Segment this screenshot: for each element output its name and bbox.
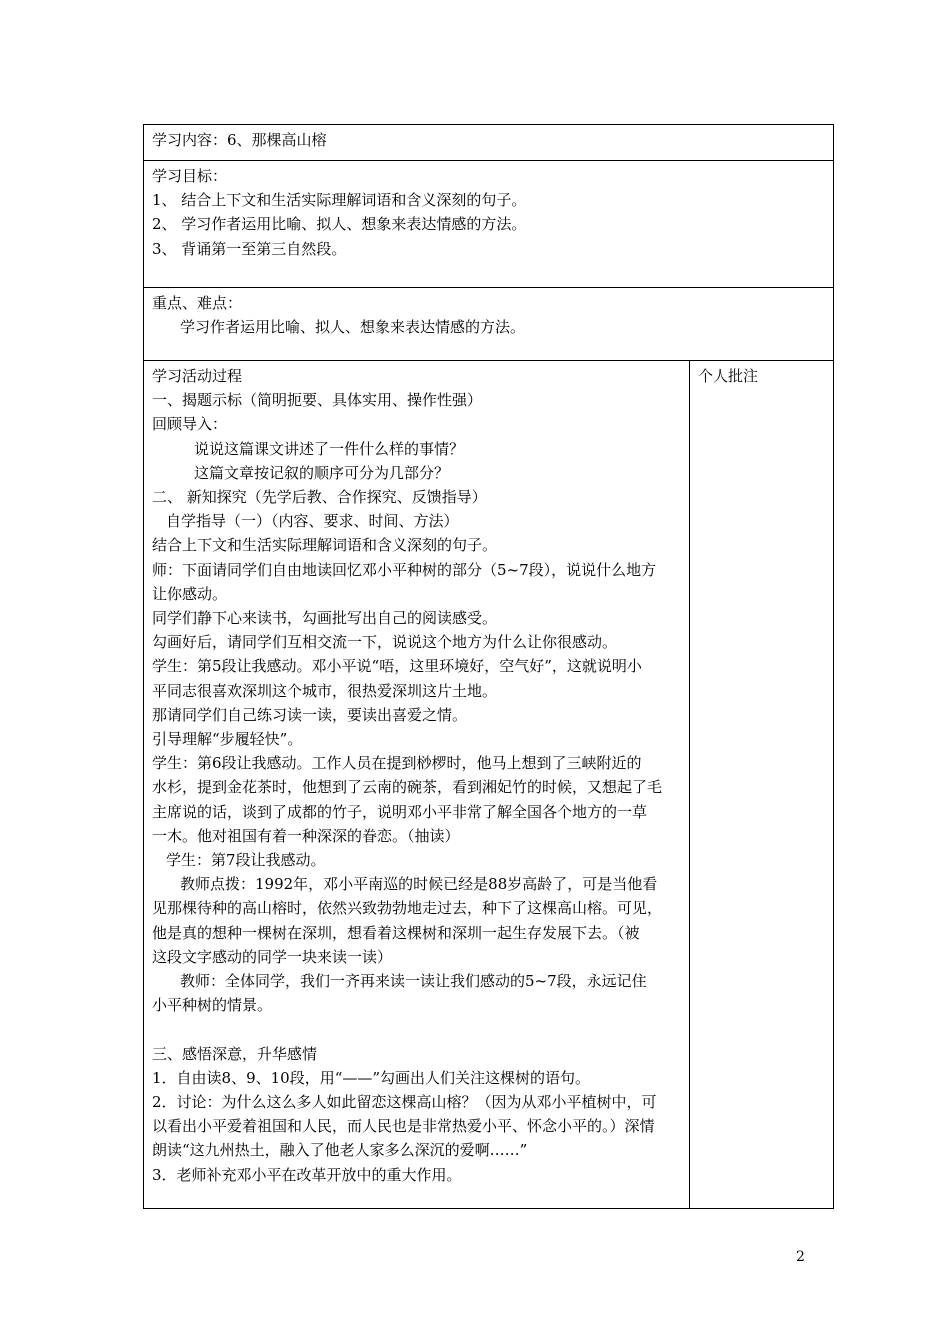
- text-line: 引导理解“步履轻快”。: [152, 730, 303, 749]
- text-line: 朗读“这九州热土，融入了他老人家多么深沉的爱啊……”: [152, 1141, 528, 1160]
- page-number: 2: [796, 1249, 805, 1265]
- text-line: 以看出小平爱着祖国和人民，而人民也是非常热爱小平、怀念小平的。）深情: [152, 1117, 655, 1136]
- text-line: 结合上下文和生活实际理解词语和含义深刻的句子。: [152, 536, 498, 555]
- text-line: 同学们静下心来读书，勾画批写出自己的阅读感受。: [152, 609, 498, 628]
- text-line: 见那棵待种的高山榕时，依然兴致勃勃地走过去，种下了这棵高山榕。可见，: [152, 899, 663, 918]
- text-line: 2．讨论：为什么这么多人如此留恋这棵高山榕？（因为从邓小平植树中，可: [152, 1093, 657, 1112]
- text-line: 教师点拨：1992年，邓小平南巡的时候已经是88岁高龄了，可是当他看: [180, 875, 658, 894]
- blank-line: [152, 1017, 681, 1041]
- objective-item: 3、 背诵第一至第三自然段。: [152, 239, 347, 258]
- objectives-heading: 学习目标：: [152, 167, 228, 185]
- objective-item: 1、 结合上下文和生活实际理解词语和含义深刻的句子。: [152, 191, 527, 210]
- key-points-row: [144, 288, 834, 361]
- text-line: 平同志很喜欢深圳这个城市，很热爱深圳这片土地。: [152, 681, 498, 700]
- text-line: 那请同学们自己练习读一读，要读出喜爱之情。: [152, 705, 468, 724]
- question-line: 这篇文章按记叙的顺序可分为几部分？: [194, 463, 450, 482]
- text-line: 学生：第5段让我感动。邓小平说“唔，这里环境好，空气好”，这就说明小: [152, 657, 642, 676]
- key-points-text: 学习作者运用比喻、拟人、想象来表达情感的方法。: [180, 318, 526, 337]
- question-line: 说说这篇课文讲述了一件什么样的事情？: [194, 439, 465, 458]
- text-line: 学生：第7段让我感动。: [166, 851, 326, 870]
- text-line: 这段文字感动的同学一块来读一读）: [152, 947, 393, 966]
- lesson-content-title: 学习内容：6、那棵高山榕: [152, 131, 327, 149]
- text-line: 1．自由读8、9、10段，用“——”勾画出人们关注这棵树的语句。: [152, 1068, 591, 1087]
- activity-process-cell: [144, 361, 690, 1209]
- text-line: 3．老师补充邓小平在改革开放中的重大作用。: [152, 1165, 462, 1184]
- text-line: 学生：第6段让我感动。工作人员在提到桫椤时，他马上想到了三峡附近的: [152, 754, 642, 773]
- text-line: 水杉，提到金花茶时，他想到了云南的碗茶，看到湘妃竹的时候，又想起了毛: [152, 778, 663, 797]
- lesson-plan-table: [143, 124, 834, 1209]
- section-heading: 三、感悟深意，升华感情: [152, 1044, 318, 1063]
- text-line: 小平种树的情景。: [152, 996, 273, 1015]
- text-line: 勾画好后，请同学们互相交流一下，说说这个地方为什么让你很感动。: [152, 633, 618, 652]
- text-line: 师：下面请同学们自由地读回忆邓小平种树的部分（5~7段），说说什么地方: [152, 560, 657, 579]
- personal-notes-header: 个人批注: [698, 367, 759, 385]
- text-line: 他是真的想种一棵树在深圳，想看着这棵树和深圳一起生存发展下去。（被: [152, 923, 640, 942]
- section-heading: 二、 新知探究（先学后教、合作探究、反馈指导）: [152, 488, 487, 507]
- text-line: 回顾导入：: [152, 415, 228, 434]
- objectives-row: [144, 161, 834, 288]
- key-points-heading: 重点、难点：: [152, 294, 243, 312]
- text-line: 主席说的话，谈到了成都的竹子，说明邓小平非常了解全国各个地方的一草: [152, 802, 648, 821]
- text-line: 一木。他对祖国有着一种深深的眷恋。（抽读）: [152, 826, 460, 845]
- activity-heading: 学习活动过程: [152, 367, 243, 385]
- text-line: 自学指导（一）（内容、要求、时间、方法）: [166, 512, 459, 531]
- content-row: [144, 125, 834, 161]
- section-heading: 一、揭题示标（简明扼要、具体实用、操作性强）: [152, 391, 483, 410]
- activity-row: [144, 361, 834, 1209]
- text-line: 教师：全体同学，我们一齐再来读一读让我们感动的5~7段，永远记住: [180, 972, 647, 991]
- text-line: 让你感动。: [152, 584, 228, 603]
- personal-notes-cell: [690, 361, 834, 1209]
- objective-item: 2、 学习作者运用比喻、拟人、想象来表达情感的方法。: [152, 215, 527, 234]
